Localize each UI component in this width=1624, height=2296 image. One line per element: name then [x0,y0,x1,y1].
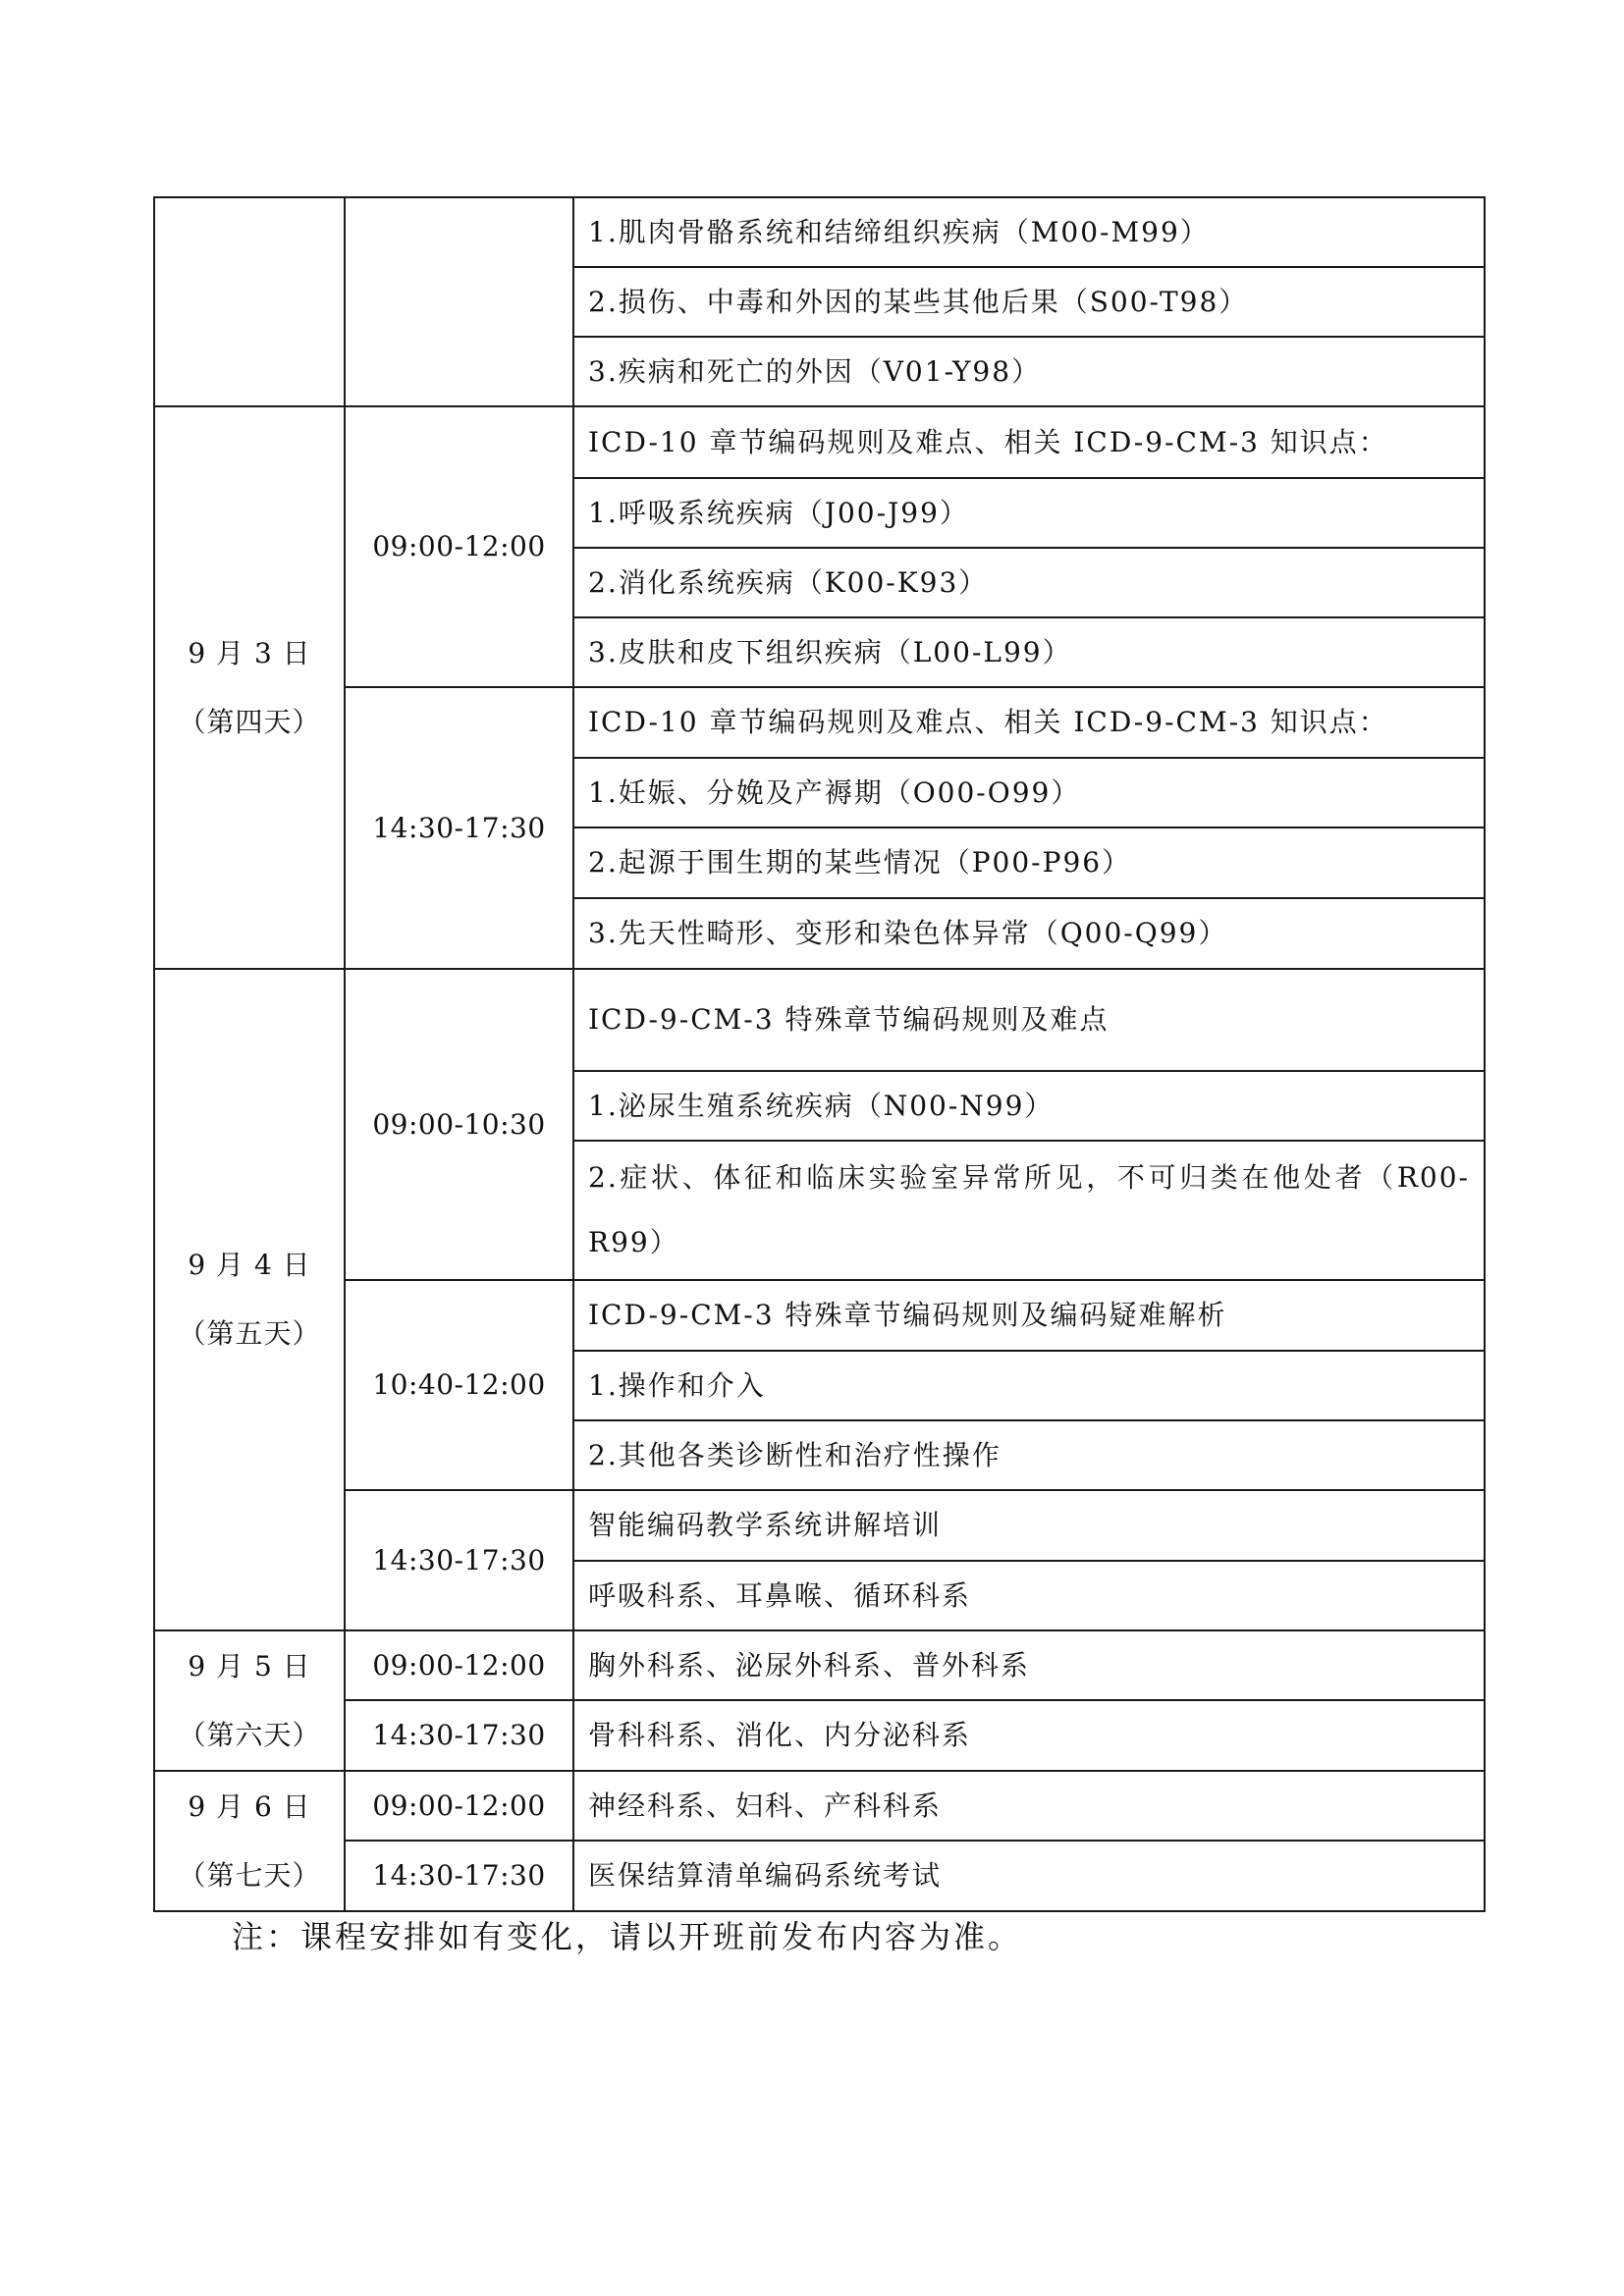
time-slot: 09:00-12:00 [345,1630,573,1700]
day-label: （第七天） [178,1858,321,1892]
time-slot: 14:30-17:30 [345,1490,573,1630]
topic-cell: 3.疾病和死亡的外因（V01-Y98） [573,337,1485,406]
topic-cell: 胸外科系、泌尿外科系、普外科系 [573,1630,1485,1700]
table-row [154,1490,1485,1561]
topic-cell: 1.肌肉骨骼系统和结缔组织疾病（M00-M99） [573,197,1485,267]
date-cell-continued [154,197,345,406]
date-text: 9 月 5 日 [188,1649,311,1682]
topic-cell: 2.损伤、中毒和外因的某些其他后果（S00-T98） [573,267,1485,337]
date-text: 9 月 6 日 [188,1789,311,1823]
topic-cell: 神经科系、妇科、产科科系 [573,1771,1485,1841]
topic-cell: 智能编码教学系统讲解培训 [573,1490,1485,1561]
day-label: （第五天） [178,1317,321,1350]
table-row [154,1771,1485,1841]
topic-cell: 1.泌尿生殖系统疾病（N00-N99） [573,1071,1485,1141]
date-cell-day6 [154,1630,345,1771]
topic-cell: ICD-10 章节编码规则及难点、相关 ICD-9-CM-3 知识点： [573,406,1485,478]
time-slot: 14:30-17:30 [345,1841,573,1911]
time-slot: 09:00-12:00 [345,406,573,687]
table-row [154,197,1485,267]
schedule-note: 注：课程安排如有变化，请以开班前发布内容为准。 [232,1918,1023,1955]
table-row [154,1700,1485,1771]
time-cell-continued [345,197,573,406]
date-text: 9 月 4 日 [188,1249,311,1281]
topic-cell: 3.先天性畸形、变形和染色体异常（Q00-Q99） [573,898,1485,969]
topic-cell: 1.操作和介入 [573,1351,1485,1420]
topic-cell: ICD-9-CM-3 特殊章节编码规则及难点 [573,969,1485,1071]
table-row [154,406,1485,478]
time-slot: 10:40-12:00 [345,1280,573,1490]
time-slot: 09:00-12:00 [345,1771,573,1841]
topic-cell: 呼吸科系、耳鼻喉、循环科系 [573,1561,1485,1630]
schedule-table [153,196,1486,1912]
table-row [154,687,1485,758]
topic-cell: 2.消化系统疾病（K00-K93） [573,548,1485,617]
table-row [154,969,1485,1071]
topic-cell: 3.皮肤和皮下组织疾病（L00-L99） [573,617,1485,687]
topic-cell: 骨科科系、消化、内分泌科系 [573,1700,1485,1771]
topic-cell: 2.起源于围生期的某些情况（P00-P96） [573,828,1485,898]
day-label: （第四天） [178,705,321,738]
date-text: 9 月 3 日 [188,636,311,669]
topic-cell: 2.其他各类诊断性和治疗性操作 [573,1420,1485,1490]
topic-cell: ICD-9-CM-3 特殊章节编码规则及编码疑难解析 [573,1280,1485,1351]
day-label: （第六天） [178,1718,321,1751]
time-slot: 09:00-10:30 [345,969,573,1280]
date-cell-day7 [154,1771,345,1911]
topic-cell: 2.症状、体征和临床实验室异常所见，不可归类在他处者（R00-R99） [573,1141,1485,1280]
table-row [154,1841,1485,1911]
date-cell-day4 [154,406,345,969]
topic-cell: 1.呼吸系统疾病（J00-J99） [573,478,1485,548]
topic-cell: 医保结算清单编码系统考试 [573,1841,1485,1911]
table-row [154,1280,1485,1351]
time-slot: 14:30-17:30 [345,1700,573,1771]
time-slot: 14:30-17:30 [345,687,573,969]
table-row [154,1630,1485,1700]
topic-cell: 1.妊娠、分娩及产褥期（O00-O99） [573,758,1485,828]
topic-cell: ICD-10 章节编码规则及难点、相关 ICD-9-CM-3 知识点： [573,687,1485,758]
date-cell-day5 [154,969,345,1630]
